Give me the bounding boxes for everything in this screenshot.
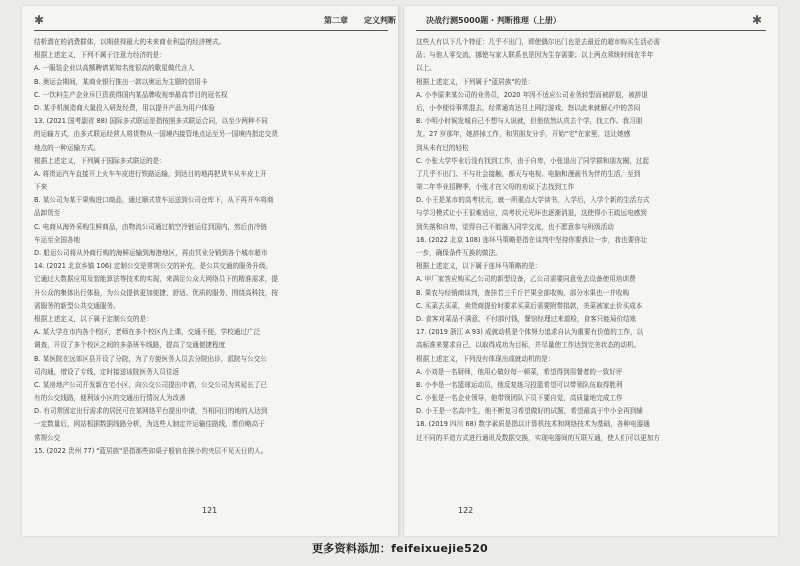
text-line: 根据上述定义，下列属于"蓝居族"的是： — [416, 77, 535, 86]
chapter-label: 第二章 — [324, 15, 348, 25]
right-page-text — [416, 36, 766, 445]
text-line: 第二年毕业招聘季，小张才在父母的劝说下去找到工作 — [416, 183, 575, 192]
text-line: 以上。 — [416, 64, 436, 73]
page-number-right: 122 — [458, 506, 474, 515]
text-line: 一步，确保条件互换的做法。 — [416, 249, 502, 257]
text-line: 根据上述定义，下列属于国际多式联运的是： — [34, 156, 166, 165]
text-line: 根据上述定义，下列没有体现出成就动机的是： — [416, 354, 555, 363]
page-number-left: 121 — [202, 506, 218, 515]
text-line: B. 小明小时候发城自己不想与人说就，但他依然认真去个学，找工作。我习朋 — [416, 117, 643, 126]
book-title: 决战行测5000题 · 判断推理（上册） — [426, 15, 561, 25]
text-line: 17. (2019 浙江 A 93) 成就动机是个体努力追求自认为重要有价值的工作，以 — [416, 328, 644, 337]
text-line: 与学习模式让小王很难适应，高考状元光环也逐渐消退，这使得小王疏远电感到 — [416, 209, 647, 218]
footer-watermark: 更多资料添加：feifeixuejie520 — [312, 542, 488, 555]
text-line: D. 小王是某市的高考状元，就一所重点大学读书，入学后，入学个新的生活方式 — [416, 196, 650, 205]
left-header — [34, 12, 44, 28]
text-line: 这些人有以下几个特征：几乎不出门，即使偶尔出门也是去最近的超市购买生活必需 — [416, 38, 660, 46]
text-line: A. 一服装企业以高额聘请某知名度很高的歌星做代言人 — [34, 64, 195, 73]
text-line: 需服务的新型公共交通服务。 — [34, 301, 120, 310]
text-line: 根据上述定义，下列不属于注意力经济的是： — [34, 51, 166, 60]
text-line: 结析潜在的消费群体，以期获得最大的未来商业利益的经济模式。 — [34, 38, 226, 46]
text-line: B. 小李是一名篮球运动员，他反复练习投篮希望可以带领队伍取得胜利 — [416, 380, 623, 389]
text-line: B. 某公司为某干果购进口商品，通过顺式货车运送到公司仓库下，从下再开车将商 — [34, 196, 274, 205]
text-line: D. 有司常固定出行需求的居民可在某网络平台提出申请，当相同目的地的人达到 — [34, 407, 268, 416]
text-line: C. 小张是一名企业领导，他带领团队下员下要自觉，高质量地完成工作 — [416, 394, 623, 403]
text-line: 品卸货至 — [34, 209, 61, 218]
text-line: 升公众的集体出行体验，为公众提供更加便捷、舒适、优质的服务，围绕高科技，按 — [34, 288, 278, 297]
right-page — [404, 6, 778, 536]
text-line: D. 船运公司将从外商行购的海鲜运输到海港地区，再由冥业分销到各个城市超市 — [34, 249, 268, 257]
text-line: A. 将货运汽车直接开上火车车皮进行铁路运输，到达目的地再把货车从车皮上开 — [34, 169, 267, 178]
text-line: 根据上述定义，以下属于连环马策略的是： — [416, 262, 542, 271]
left-header-title — [244, 12, 404, 28]
left-page — [22, 6, 400, 536]
text-line: C. 小张大学毕业后没有找到工作，由于自卑，小张退出了同学群和朋友圈，过起 — [416, 156, 649, 165]
text-line: 高标准来要求自己，以取得成功为目标，并尽量使工作达到完美状态的动机。 — [416, 341, 641, 350]
text-line: 的运输方式，由多式联运经营人将货物从一国境内接管地点运至另一国境内指定交货 — [34, 130, 278, 139]
text-line: 下来 — [34, 183, 48, 192]
text-line: A. 小李原来某公司的业务员，2020 年因不适应公司业务转型而被辞退，被辞退 — [416, 90, 648, 99]
text-line: A. 某大学在市内各个校区，老师在多个校区内上课，交通不便，学校通过广泛 — [34, 328, 261, 337]
text-line: 司沟通，增设了专线，定时接送该院医务人员往返 — [34, 367, 180, 376]
text-line: 车运至全国各地 — [34, 235, 81, 244]
text-line: 有的公交线路，便利该小区的交通出行情况人为改善 — [34, 394, 186, 403]
text-line: 调查，开设了多个校区之间的多条班车线路，提高了交通便捷程度 — [34, 341, 226, 350]
right-header-title — [418, 12, 569, 28]
text-line: B. 某医院在远郊区县开设了分院，为了方便医务人员去分院出诊，派院与公交公 — [34, 354, 267, 363]
text-line: 一定数量后，网站根据数据线路分析，为这些人制定并运输往路线，票价略高于 — [34, 420, 265, 429]
text-line: 到失落和自卑，觉得自己不能融入同学交流，也不愿意参与班级活动 — [416, 222, 614, 231]
left-page-text — [34, 36, 388, 458]
text-line: C. 买菜去买菜，卖货商提价时要求买菜后需要附带捐款，美菜被家止价买成本 — [416, 301, 643, 310]
decor-star-icon: ✱ — [34, 13, 45, 27]
text-line: B. 果农与经销商谈判，查挂若三千斤芒果全部收购，部分水果也一并收购 — [416, 288, 630, 297]
text-line: C. 电商从海外采购生鲜商品，由物流公司通过航空冷链运往到国内，然后由冷链 — [34, 222, 267, 231]
text-line: 15. (2022 贵州 77) "蓝居族"是指那些如桌子般宿在挨小的夹层不见天日的人。 — [34, 446, 268, 455]
chapter-title: 定义判断 — [364, 15, 396, 25]
text-line: 友。27 岁那年，她辞掉工作，和男朋友分手，开始"宅"在家里，这让她感 — [416, 130, 631, 139]
right-header — [752, 12, 762, 28]
text-line: 它通过大数据应用及智能算法等技术的实现，来满足公众大网络员下的精准需求，提 — [34, 275, 278, 284]
text-line: D. 某手机制造商大量投入研发经费，用以提升产品为用户体验 — [34, 103, 215, 112]
text-line: D. 食客对菜品不满意，不付部付钱，餐馆经理过来道检，食客只能局价结账 — [416, 314, 637, 323]
text-line: 了几乎不出门、不与社会接触，都天与电视、电脑和漫画书为伴的生活，至到 — [416, 169, 641, 178]
text-line: D. 小王是一名高中生，他不断复习希望做好的试题，希望最高于中小全再到辅 — [416, 407, 643, 416]
text-line: 地点的一种运输方式。 — [34, 143, 100, 152]
text-line: 13. (2021 国考副省 88) 国际多式联运是指按照多式联运合同，以至少两种不同 — [34, 117, 268, 126]
text-line: C. 某房地产公司开发新在宅小区，向公交公司提出申请，公交公司为其延长了已 — [34, 380, 267, 389]
decor-star-icon: ✱ — [752, 13, 763, 27]
text-line: A. 甲厂家答应购买乙公司的新型设备，乙公司需要同意免去设备使用培训费 — [416, 275, 636, 284]
text-line: B. 奥运会期间，某商业银行推出一款以奥运为主题的信用卡 — [34, 77, 208, 86]
text-line: 根据上述定义，以下属于定制公交的是： — [34, 314, 153, 323]
text-line: 品；与他人零交流，挪使与家人联系也是因为生存需要；以上两点须统时间在半年 — [416, 51, 654, 60]
text-line: 后，小李便待事常混去，经常通宵达旦上网打游戏，怒以此来就解心中的苦闷 — [416, 103, 641, 112]
text-line: 过不同的平造方式进行通讯及数据交换，实现电器间的互联互通，使人们可以更加方 — [416, 433, 660, 442]
text-line: 14. (2021 北京乡镇 106) 定制公交是常规公交的补充，是公共交通的服务升级。 — [34, 262, 273, 271]
text-line: 16. (2022 北京 108) 连环马策略是指在谈判中坚持你要我让一步，我也要你让 — [416, 235, 648, 244]
header-rule — [416, 30, 766, 31]
text-line: 到从未有过的轻松 — [416, 143, 469, 152]
text-line: 18. (2019 四川 68) 数字素质是指以计算机技术和网络技术为基础，各种电器通 — [416, 420, 650, 429]
header-rule — [34, 30, 388, 31]
text-line: A. 小刘是一名厨师，他用心做好每一顿菜，希望得到用餐者的一致好评 — [416, 367, 623, 376]
text-line: C. 一饮料生产企业斥巨资获得国内某品牌收视率最高节目的冠名权 — [34, 90, 228, 99]
text-line: 常规公交 — [34, 433, 61, 442]
